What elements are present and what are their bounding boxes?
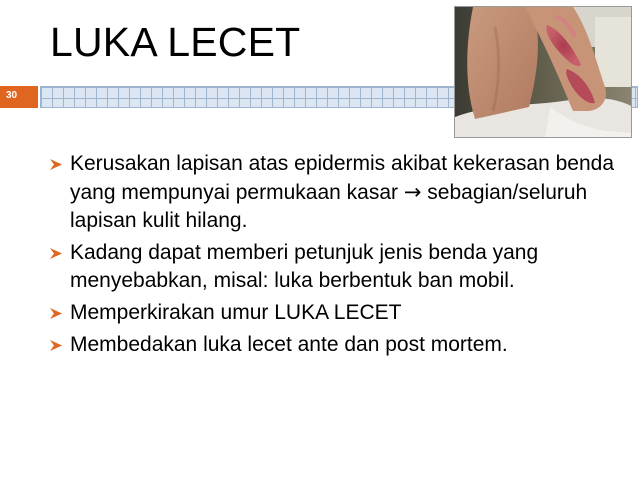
bullet-item	[50, 299, 620, 327]
bullet-item	[50, 239, 620, 295]
wound-photo	[454, 6, 632, 138]
wound-photo-icon	[455, 7, 632, 138]
bullet-text: Memperkirakan umur LUKA LECET	[70, 301, 402, 324]
bullet-text: Kadang dapat memberi petunjuk jenis benda yang menyebabkan, misal: luka berbentuk ban mobil.	[70, 241, 539, 292]
slide-title: LUKA LECET	[50, 19, 301, 65]
slide-number: 30	[6, 90, 18, 101]
arrowhead-bullet-icon	[50, 239, 64, 267]
arrowhead-bullet-icon	[50, 331, 64, 359]
right-arrow-icon: →	[403, 180, 422, 204]
bullet-text-continued: sebagian/seluruh lapisan kulit hilang.	[70, 181, 588, 232]
arrowhead-bullet-icon	[50, 150, 64, 178]
bullet-text: Membedakan luka lecet ante dan post mortem.	[70, 333, 508, 356]
bullet-list	[50, 150, 620, 363]
bullet-text: Kerusakan lapisan atas epidermis akibat kekerasan benda yang mempunyai permukaan kasar	[70, 152, 615, 204]
bullet-item	[50, 150, 620, 235]
arrowhead-bullet-icon	[50, 299, 64, 327]
slide-number-badge	[0, 86, 38, 108]
bullet-item	[50, 331, 620, 359]
